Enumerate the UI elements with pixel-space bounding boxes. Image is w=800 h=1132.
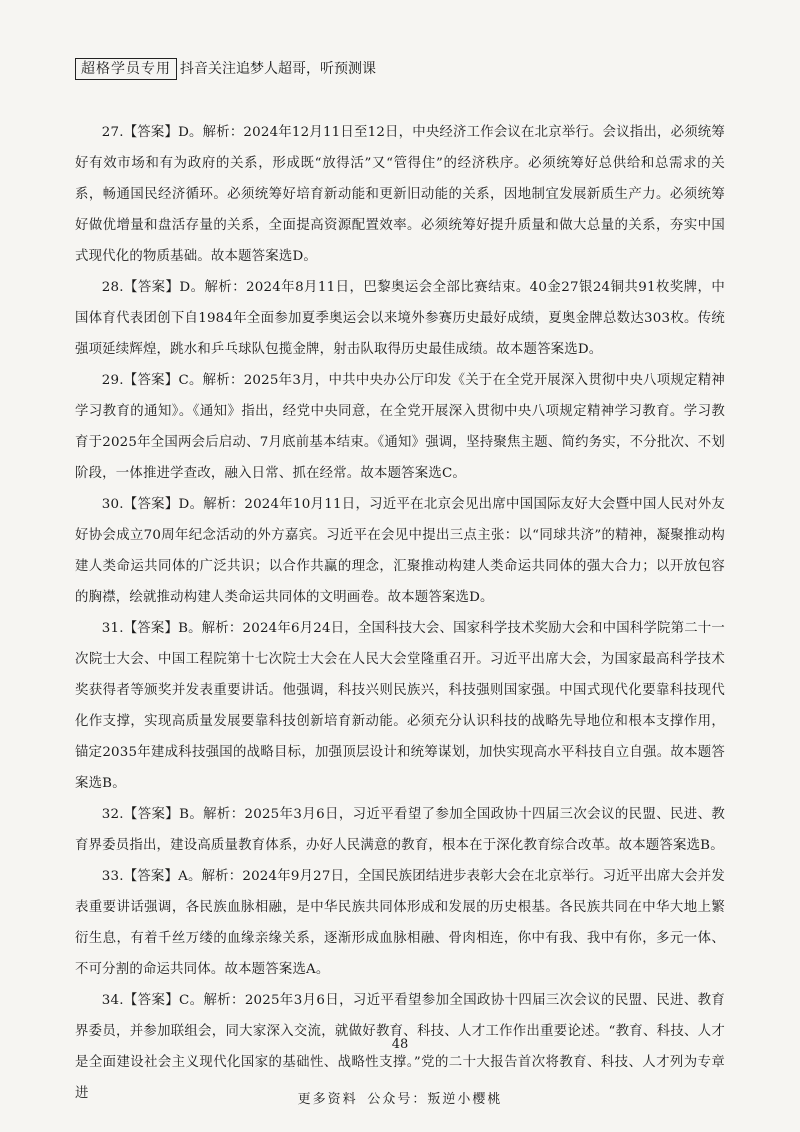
answer-explanations: [75, 117, 725, 1109]
answer-33: 33.【答案】A。解析：2024年9月27日，全国民族团结进步表彰大会在北京举行。习近平出席大会并发表重要讲话强调，各民族血脉相融，是中华民族共同体形成和发展的历史根基。各民族共同在中华大地上繁衍生息，有着千丝万缕的血缘亲缘关系，逐渐形成血脉相融、骨肉相连，你中有我、我中有你，多元一体、不可分割的命运共同体。故本题答案选A。: [75, 869, 725, 977]
answer-29: 29.【答案】C。解析：2025年3月，中共中央办公厅印发《关于在全党开展深入贯彻中央八项规定精神学习教育的通知》。《通知》指出，经党中央同意，在全党开展深入贯彻中央八项规定精神学习教育。学习教育于2025年全国两会后启动、7月底前基本结束。《通知》强调，坚持聚焦主题、简约务实，不分批次、不划阶段，一体推进学查改，融入日常、抓在经常。故本题答案选C。: [75, 373, 725, 481]
answer-28: 28.【答案】D。解析：2024年8月11日，巴黎奥运会全部比赛结束。40金27银24铜共91枚奖牌，中国体育代表团创下自1984年全面参加夏季奥运会以来境外参赛历史最好成绩，夏奥金牌总数达303枚。传统强项延续辉煌，跳水和乒乓球队包揽金牌，射击队取得历史最佳成绩。故本题答案选D。: [75, 280, 725, 357]
answer-27: 27.【答案】D。解析：2024年12月11日至12日，中央经济工作会议在北京举行。会议指出，必须统筹好有效市场和有为政府的关系，形成既“放得活”又“管得住”的经济秩序。必须统筹好总供给和总需求的关系，畅通国民经济循环。必须统筹好培育新动能和更新旧动能的关系，因地制宜发展新质生产力。必须统筹好做优增量和盘活存量的关系，全面提高资源配置效率。必须统筹好提升质量和做大总量的关系，夯实中国式现代化的物质基础。故本题答案选D。: [75, 125, 725, 264]
page-footer: 更多资料 公众号：叛逆小樱桃: [297, 1092, 503, 1107]
page-number: 48: [391, 1037, 409, 1052]
answer-30: 30.【答案】D。解析：2024年10月11日，习近平在北京会见出席中国国际友好大会暨中国人民对外友好协会成立70周年纪念活动的外方嘉宾。习近平在会见中提出三点主张：以“同球共济”的精神，凝聚推动构建人类命运共同体的广泛共识；以合作共赢的理念，汇聚推动构建人类命运共同体的强大合力；以开放包容的胸襟，绘就推动构建人类命运共同体的文明画卷。故本题答案选D。: [75, 497, 725, 605]
header-note: 抖音关注追梦人超哥，听预测课: [180, 61, 376, 77]
answer-31: 31.【答案】B。解析：2024年6月24日，全国科技大会、国家科学技术奖励大会和中国科学院第二十一次院士大会、中国工程院第十七次院士大会在人民大会堂隆重召开。习近平出席大会，为国家最高科学技术奖获得者等颁奖并发表重要讲话。他强调，科技兴则民族兴，科技强则国家强。中国式现代化要靠科技现代化作支撑，实现高质量发展要靠科技创新培育新动能。必须充分认识科技的战略先导地位和根本支撑作用，锚定2035年建成科技强国的战略目标，加强顶层设计和统筹谋划，加快实现高水平科技自立自强。故本题答案选B。: [75, 621, 725, 791]
header-tag: 超格学员专用: [75, 58, 177, 80]
page-header: [75, 58, 376, 80]
answer-34: 34.【答案】C。解析：2025年3月6日，习近平看望参加全国政协十四届三次会议的民盟、民进、教育界委员，并参加联组会，同大家深入交流，就做好教育、科技、人才工作作出重要论述。“教育、科技、人才是全面建设社会主义现代化国家的基础性、战略性支撑。”党的二十大报告首次将教育、科技、人才列为专章进: [75, 993, 725, 1101]
answer-32: 32.【答案】B。解析：2025年3月6日，习近平看望了参加全国政协十四届三次会议的民盟、民进、教育界委员指出，建设高质量教育体系，办好人民满意的教育，根本在于深化教育综合改革。故本题答案选B。: [75, 807, 725, 853]
